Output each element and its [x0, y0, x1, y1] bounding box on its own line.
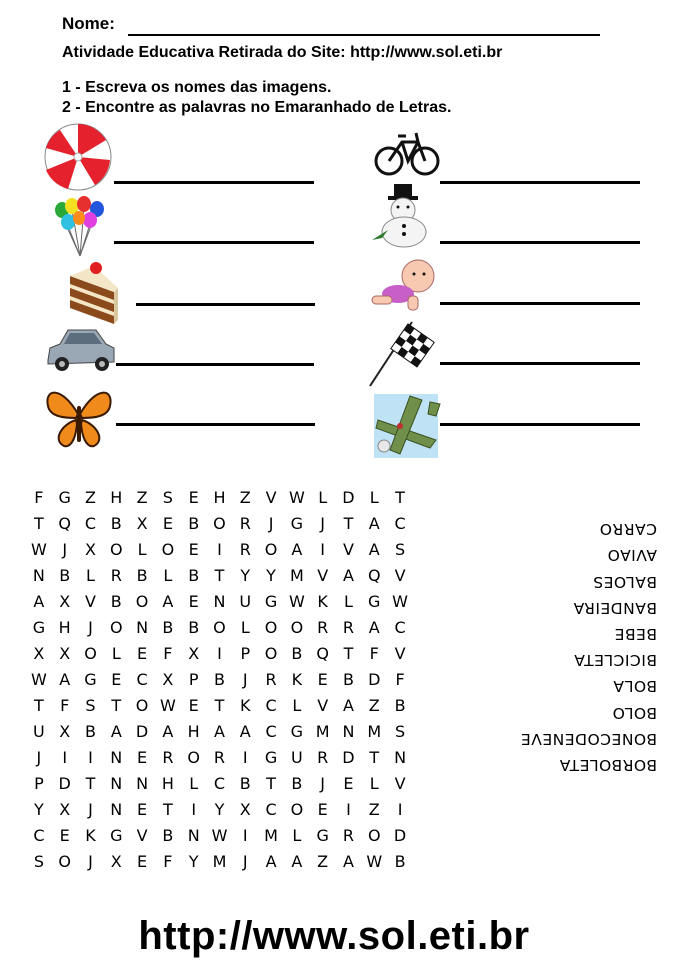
grid-letter[interactable]: E	[317, 669, 328, 689]
answer-line-2[interactable]	[440, 181, 640, 184]
grid-letter[interactable]: U	[33, 721, 45, 741]
grid-letter[interactable]: E	[162, 513, 173, 533]
grid-letter[interactable]: B	[59, 565, 71, 585]
grid-letter[interactable]: G	[110, 825, 123, 845]
grid-letter[interactable]: C	[265, 721, 277, 741]
grid-letter[interactable]: T	[369, 747, 380, 767]
grid-letter[interactable]: I	[88, 747, 93, 767]
grid-letter[interactable]: F	[163, 851, 173, 871]
grid-letter[interactable]: V	[85, 591, 96, 611]
grid-letter[interactable]: G	[84, 669, 97, 689]
grid-letter[interactable]: E	[59, 825, 70, 845]
grid-letter[interactable]: T	[34, 695, 44, 715]
grid-letter[interactable]: L	[369, 487, 379, 507]
grid-letter[interactable]: S	[85, 695, 96, 715]
grid-letter[interactable]: R	[342, 825, 355, 845]
grid-letter[interactable]: Q	[58, 513, 71, 533]
beach-ball-icon	[40, 122, 116, 192]
word-list-item: BOLA	[612, 677, 657, 696]
grid-row	[26, 744, 413, 770]
grid-letter[interactable]: C	[265, 695, 277, 715]
grid-letter[interactable]: B	[291, 643, 303, 663]
balloons-icon	[50, 196, 110, 260]
grid-letter[interactable]: J	[88, 617, 93, 637]
grid-row	[26, 666, 413, 692]
word-list-item: BALOES	[592, 572, 657, 591]
bicycle-icon	[374, 128, 440, 180]
grid-letter[interactable]: D	[393, 825, 407, 845]
grid-letter[interactable]: K	[291, 669, 303, 689]
grid-letter[interactable]: A	[162, 721, 174, 741]
grid-letter[interactable]: J	[268, 513, 274, 533]
grid-letter[interactable]: S	[394, 539, 406, 559]
grid-letter[interactable]: T	[162, 799, 173, 819]
grid-letter[interactable]: M	[289, 565, 304, 585]
car-icon	[44, 322, 116, 378]
answer-line-7[interactable]	[116, 363, 314, 366]
grid-letter[interactable]: T	[266, 773, 276, 793]
grid-letter[interactable]: B	[162, 617, 174, 637]
grid-letter[interactable]: H	[110, 487, 123, 507]
grid-letter[interactable]: D	[342, 747, 355, 767]
grid-letter[interactable]: V	[265, 487, 277, 507]
grid-letter[interactable]: O	[135, 695, 149, 715]
grid-letter[interactable]: A	[33, 591, 45, 611]
grid-letter[interactable]: I	[191, 799, 197, 819]
grid-letter[interactable]: X	[110, 851, 122, 871]
grid-letter[interactable]: L	[86, 565, 95, 585]
grid-letter[interactable]: J	[242, 669, 248, 689]
grid-letter[interactable]: J	[320, 513, 326, 533]
grid-letter[interactable]: Q	[316, 643, 329, 663]
grid-letter[interactable]: P	[34, 773, 44, 793]
grid-letter[interactable]: D	[135, 721, 149, 741]
grid-letter[interactable]: A	[342, 851, 354, 871]
grid-letter[interactable]: G	[58, 487, 71, 507]
grid-letter[interactable]: O	[367, 825, 381, 845]
grid-letter[interactable]: X	[59, 799, 71, 819]
cake-slice-icon	[64, 258, 122, 328]
grid-letter[interactable]: J	[62, 539, 68, 559]
grid-letter[interactable]: X	[162, 669, 174, 689]
grid-letter[interactable]: E	[188, 487, 199, 507]
grid-letter[interactable]: C	[265, 799, 277, 819]
grid-letter[interactable]: R	[239, 513, 251, 533]
grid-letter[interactable]: Y	[266, 565, 276, 585]
grid-letter[interactable]: X	[59, 643, 71, 663]
grid-letter[interactable]: D	[58, 773, 71, 793]
grid-letter[interactable]: O	[213, 513, 226, 533]
grid-letter[interactable]: B	[213, 669, 225, 689]
grid-letter[interactable]: B	[188, 513, 200, 533]
grid-letter[interactable]: O	[161, 539, 175, 559]
grid-letter[interactable]: E	[137, 799, 148, 819]
grid-letter[interactable]: H	[187, 721, 200, 741]
grid-letter[interactable]: L	[344, 591, 353, 611]
grid-letter[interactable]: F	[395, 669, 405, 689]
grid-letter[interactable]: X	[188, 643, 200, 663]
grid-letter[interactable]: E	[188, 591, 199, 611]
grid-letter[interactable]: A	[342, 565, 354, 585]
grid-letter[interactable]: O	[135, 591, 149, 611]
grid-letter[interactable]: G	[32, 617, 46, 637]
grid-letter[interactable]: T	[214, 565, 225, 585]
grid-letter[interactable]: J	[320, 773, 326, 793]
word-list-item: CARRO	[599, 520, 657, 539]
grid-letter[interactable]: W	[392, 591, 408, 611]
grid-letter[interactable]: N	[187, 825, 200, 845]
grid-letter[interactable]: X	[136, 513, 148, 533]
grid-letter[interactable]: D	[368, 669, 381, 689]
grid-letter[interactable]: F	[60, 695, 70, 715]
grid-letter[interactable]: G	[290, 721, 304, 741]
grid-letter[interactable]: L	[318, 487, 328, 507]
grid-letter[interactable]: A	[368, 617, 380, 637]
grid-letter[interactable]: B	[188, 617, 200, 637]
grid-letter[interactable]: U	[239, 591, 252, 611]
grid-row	[26, 588, 413, 614]
grid-letter[interactable]: O	[264, 643, 278, 663]
grid-letter[interactable]: F	[163, 643, 173, 663]
grid-letter[interactable]: N	[394, 747, 407, 767]
airplane-icon	[370, 390, 442, 462]
grid-letter[interactable]: L	[163, 565, 173, 585]
grid-letter[interactable]: X	[33, 643, 45, 663]
answer-line-5[interactable]	[136, 303, 315, 306]
answer-line-9[interactable]	[116, 423, 315, 426]
grid-letter[interactable]: R	[239, 539, 251, 559]
grid-letter[interactable]: B	[110, 513, 122, 533]
grid-letter[interactable]: A	[291, 539, 303, 559]
grid-letter[interactable]: S	[162, 487, 173, 507]
grid-letter[interactable]: A	[368, 539, 380, 559]
grid-letter[interactable]: H	[58, 617, 71, 637]
grid-row	[26, 536, 413, 562]
grid-row	[26, 796, 413, 822]
grid-letter[interactable]: X	[59, 721, 71, 741]
grid-letter[interactable]: B	[291, 773, 303, 793]
grid-row	[26, 562, 413, 588]
grid-letter[interactable]: W	[30, 539, 47, 559]
checkered-flag-icon	[368, 320, 440, 388]
grid-letter[interactable]: Y	[240, 565, 251, 585]
grid-letter[interactable]: C	[213, 773, 226, 793]
grid-letter[interactable]: O	[264, 617, 278, 637]
grid-row	[26, 692, 413, 718]
grid-letter[interactable]: A	[110, 721, 122, 741]
grid-letter[interactable]: A	[239, 721, 251, 741]
grid-letter[interactable]: K	[317, 591, 328, 611]
grid-letter[interactable]: W	[288, 591, 305, 611]
grid-letter[interactable]: C	[33, 825, 45, 845]
grid-letter[interactable]: T	[343, 643, 354, 663]
grid-letter[interactable]: B	[136, 565, 148, 585]
grid-letter[interactable]: C	[394, 513, 406, 533]
word-list-item: BANDEIRA	[573, 598, 657, 617]
grid-letter[interactable]: B	[239, 773, 251, 793]
grid-letter[interactable]: V	[394, 773, 406, 793]
word-list-item: BOLO	[612, 703, 657, 722]
grid-letter[interactable]: I	[242, 747, 248, 767]
grid-letter[interactable]: W	[366, 851, 383, 871]
grid-letter[interactable]: R	[317, 617, 329, 637]
grid-row	[26, 770, 413, 796]
answer-line-1[interactable]	[114, 181, 314, 184]
grid-letter[interactable]: S	[394, 721, 406, 741]
grid-letter[interactable]: V	[342, 539, 354, 559]
grid-letter[interactable]: X	[59, 591, 71, 611]
grid-letter[interactable]: R	[342, 617, 355, 637]
grid-letter[interactable]: N	[110, 747, 123, 767]
grid-letter[interactable]: J	[242, 851, 248, 871]
grid-letter[interactable]: X	[85, 539, 96, 559]
grid-letter[interactable]: A	[342, 695, 354, 715]
grid-letter[interactable]: R	[317, 747, 329, 767]
grid-letter[interactable]: T	[343, 513, 354, 533]
grid-row	[26, 484, 413, 510]
grid-letter[interactable]: G	[290, 513, 304, 533]
name-input-line[interactable]	[128, 34, 600, 36]
grid-letter[interactable]: N	[213, 591, 226, 611]
grid-letter[interactable]: E	[188, 539, 199, 559]
grid-letter[interactable]: W	[159, 695, 176, 715]
grid-letter[interactable]: F	[369, 643, 379, 663]
grid-letter[interactable]: Z	[368, 695, 380, 715]
grid-letter[interactable]: V	[136, 825, 148, 845]
grid-letter[interactable]: O	[290, 617, 304, 637]
grid-letter[interactable]: W	[30, 669, 47, 689]
snowman-icon	[368, 182, 436, 248]
grid-letter[interactable]: I	[217, 643, 222, 663]
grid-letter[interactable]: G	[316, 825, 329, 845]
butterfly-icon	[42, 384, 116, 452]
grid-letter[interactable]: R	[213, 747, 226, 767]
name-label: Nome:	[62, 14, 115, 33]
grid-letter[interactable]: I	[217, 539, 222, 559]
grid-letter[interactable]: N	[110, 799, 123, 819]
grid-letter[interactable]: O	[290, 799, 304, 819]
instruction-1: 1 - Escreva os nomes das imagens.	[62, 79, 332, 96]
answer-line-10[interactable]	[440, 423, 640, 426]
grid-letter[interactable]: K	[240, 695, 251, 715]
grid-letter[interactable]: C	[394, 617, 406, 637]
grid-letter[interactable]: T	[85, 773, 96, 793]
grid-letter[interactable]: K	[85, 825, 96, 845]
grid-letter[interactable]: S	[33, 851, 44, 871]
word-search-grid	[26, 484, 413, 874]
grid-letter[interactable]: B	[188, 565, 200, 585]
grid-letter[interactable]: Z	[317, 851, 329, 871]
grid-letter[interactable]: E	[111, 669, 122, 689]
grid-letter[interactable]: D	[342, 487, 355, 507]
grid-letter[interactable]: B	[394, 851, 406, 871]
grid-letter[interactable]: A	[368, 513, 380, 533]
grid-row	[26, 848, 413, 874]
grid-letter[interactable]: Y	[188, 851, 199, 871]
footer-url: http://www.sol.eti.br	[138, 914, 530, 958]
grid-letter[interactable]: A	[162, 591, 174, 611]
grid-row	[26, 510, 413, 536]
grid-letter[interactable]: V	[317, 565, 329, 585]
grid-letter[interactable]: L	[369, 773, 379, 793]
grid-letter[interactable]: M	[264, 825, 278, 845]
word-list-item: BONECODENEVE	[520, 729, 657, 748]
answer-line-4[interactable]	[440, 241, 640, 244]
grid-letter[interactable]: Q	[367, 565, 381, 585]
grid-row	[26, 640, 413, 666]
grid-letter[interactable]: B	[342, 669, 354, 689]
grid-letter[interactable]: G	[264, 747, 278, 767]
grid-letter[interactable]: C	[136, 669, 148, 689]
grid-letter[interactable]: J	[88, 799, 93, 819]
grid-letter[interactable]: O	[213, 617, 226, 637]
grid-letter[interactable]: I	[62, 747, 68, 767]
word-list-item: BORBOLETA	[559, 755, 657, 774]
grid-letter[interactable]: H	[213, 487, 226, 507]
grid-letter[interactable]: T	[111, 695, 122, 715]
grid-letter[interactable]: U	[291, 747, 303, 767]
grid-letter[interactable]: V	[394, 565, 406, 585]
grid-letter[interactable]: Z	[85, 487, 96, 507]
grid-letter[interactable]: L	[240, 617, 250, 637]
grid-letter[interactable]: A	[214, 721, 225, 741]
grid-letter[interactable]: N	[136, 773, 149, 793]
grid-letter[interactable]: P	[240, 643, 251, 663]
grid-letter[interactable]: B	[162, 825, 174, 845]
grid-letter[interactable]: E	[137, 851, 148, 871]
grid-letter[interactable]: I	[242, 825, 248, 845]
grid-letter[interactable]: A	[291, 851, 303, 871]
word-list	[495, 516, 657, 778]
grid-letter[interactable]: W	[288, 487, 305, 507]
grid-letter[interactable]: E	[317, 799, 328, 819]
grid-letter[interactable]: J	[88, 851, 93, 871]
grid-letter[interactable]: A	[59, 669, 71, 689]
grid-letter[interactable]: I	[320, 539, 326, 559]
grid-letter[interactable]: V	[394, 643, 406, 663]
grid-letter[interactable]: M	[367, 721, 382, 741]
grid-letter[interactable]: N	[110, 773, 123, 793]
grid-letter[interactable]: X	[239, 799, 251, 819]
grid-letter[interactable]: I	[397, 799, 403, 819]
grid-letter[interactable]: P	[188, 669, 199, 689]
grid-letter[interactable]: N	[32, 565, 45, 585]
grid-letter[interactable]: W	[211, 825, 228, 845]
grid-letter[interactable]: Z	[239, 487, 251, 507]
grid-letter[interactable]: V	[317, 695, 329, 715]
grid-letter[interactable]: T	[395, 487, 405, 507]
grid-letter[interactable]: C	[84, 513, 97, 533]
grid-letter[interactable]: O	[58, 851, 71, 871]
grid-letter[interactable]: E	[343, 773, 354, 793]
grid-letter[interactable]: E	[137, 643, 148, 663]
answer-line-6[interactable]	[440, 302, 640, 305]
word-list-item: BICICLETA	[573, 651, 657, 670]
grid-letter[interactable]: E	[137, 747, 148, 767]
grid-letter[interactable]: N	[136, 617, 149, 637]
grid-row	[26, 718, 413, 744]
grid-letter[interactable]: O	[187, 747, 200, 767]
answer-line-3[interactable]	[114, 241, 314, 244]
answer-line-8[interactable]	[440, 362, 640, 365]
grid-letter[interactable]: L	[111, 643, 121, 663]
grid-letter[interactable]: T	[34, 513, 44, 533]
grid-letter[interactable]: L	[292, 695, 302, 715]
grid-letter[interactable]: G	[264, 591, 278, 611]
grid-letter[interactable]: Z	[368, 799, 380, 819]
grid-letter[interactable]: R	[162, 747, 174, 767]
grid-letter[interactable]: R	[110, 565, 122, 585]
grid-letter[interactable]: B	[85, 721, 96, 741]
grid-letter[interactable]: O	[84, 643, 97, 663]
grid-letter[interactable]: I	[346, 799, 351, 819]
grid-letter[interactable]: Y	[34, 799, 44, 819]
grid-letter[interactable]: O	[109, 617, 123, 637]
grid-letter[interactable]: Y	[214, 799, 225, 819]
grid-letter[interactable]: B	[394, 695, 406, 715]
grid-letter[interactable]: T	[214, 695, 225, 715]
grid-letter[interactable]: L	[189, 773, 199, 793]
grid-letter[interactable]: B	[110, 591, 122, 611]
grid-letter[interactable]: N	[342, 721, 355, 741]
grid-letter[interactable]: H	[161, 773, 174, 793]
word-list-item: BEBE	[614, 624, 657, 643]
grid-letter[interactable]: E	[188, 695, 199, 715]
grid-row	[26, 822, 413, 848]
grid-letter[interactable]: L	[292, 825, 302, 845]
grid-letter[interactable]: M	[315, 721, 330, 741]
grid-letter[interactable]: O	[109, 539, 123, 559]
grid-letter[interactable]: A	[265, 851, 277, 871]
baby-icon	[368, 256, 438, 316]
grid-letter[interactable]: O	[264, 539, 278, 559]
source-text: Atividade Educativa Retirada do Site: http://www.sol.eti.br	[62, 44, 503, 61]
instruction-2: 2 - Encontre as palavras no Emaranhado de Letras.	[62, 99, 452, 116]
grid-letter[interactable]: J	[36, 747, 42, 767]
grid-letter[interactable]: F	[34, 487, 44, 507]
grid-letter[interactable]: G	[368, 591, 381, 611]
grid-letter[interactable]: L	[137, 539, 147, 559]
grid-letter[interactable]: Z	[136, 487, 148, 507]
grid-letter[interactable]: M	[212, 851, 227, 871]
grid-letter[interactable]: R	[265, 669, 277, 689]
word-list-item: AVIAO	[607, 546, 657, 565]
grid-row	[26, 614, 413, 640]
